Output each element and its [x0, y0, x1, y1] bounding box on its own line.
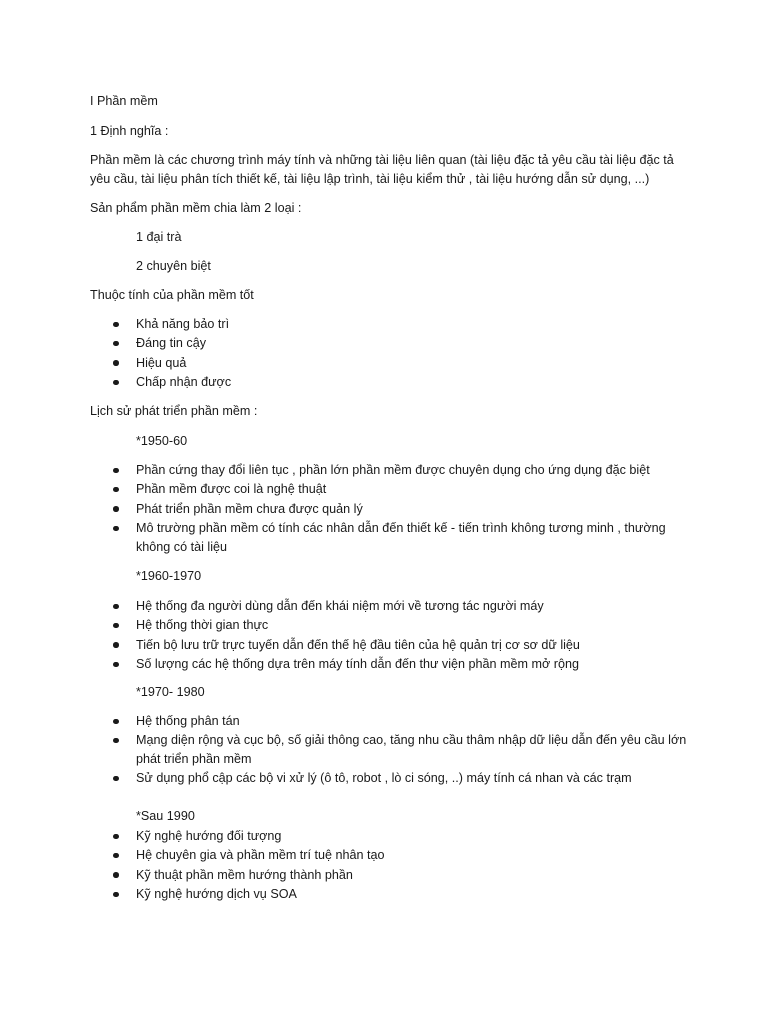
period-1950-list [0, 461, 696, 557]
bullet-icon [113, 341, 119, 347]
types-intro: Sản phẩm phần mềm chia làm 2 loại : [90, 201, 302, 215]
bullet-icon [113, 360, 119, 366]
period-1950-title: *1950-60 [136, 434, 188, 448]
bullet-icon [113, 892, 119, 898]
list-item: Đáng tin cậy [0, 334, 231, 353]
list-item: Hệ chuyên gia và phần mềm trí tuệ nhân tạo [0, 846, 385, 865]
list-item: Hệ thống phân tán [0, 712, 696, 731]
list-item: Mạng diện rộng và cục bộ, số giải thông cao, tăng nhu cầu thâm nhập dữ liệu dẫn đến yêu cầu lớn phát triển phần mềm [0, 731, 696, 769]
list-item: Khả năng bảo trì [0, 315, 231, 334]
list-item: Kỹ nghệ hướng dịch vụ SOA [0, 885, 385, 904]
history-heading: Lịch sử phát triển phần mềm : [90, 404, 258, 418]
list-item: Chấp nhận được [0, 373, 231, 392]
period-1970-title: *1970- 1980 [136, 685, 205, 699]
list-item: Tiến bộ lưu trữ trực tuyến dẫn đến thế hệ đầu tiên của hệ quản trị cơ sơ dữ liệu [0, 636, 580, 655]
bullet-icon [113, 506, 119, 512]
attributes-list [0, 315, 231, 393]
list-item: Hệ thống thời gian thực [0, 616, 580, 635]
bullet-icon [113, 623, 119, 629]
bullet-icon [113, 380, 119, 386]
bullet-icon [113, 468, 119, 474]
bullet-icon [113, 642, 119, 648]
definition-paragraph: Phần mềm là các chương trình máy tính và những tài liệu liên quan (tài liệu đặc tả yêu cầu tài liệu đặc tả yêu cầu, tài liệu phân tích thiết kế, tài liệu lập trình, tài liệu kiểm thử , tài liệu hướng dẫn sử dụng, ...) [90, 153, 674, 186]
list-item: Số lượng các hệ thống dựa trên máy tính dẫn đến thư viện phần mềm mở rộng [0, 655, 580, 674]
bullet-icon [113, 738, 119, 744]
list-item: Phát triển phần mềm chưa được quản lý [0, 500, 696, 519]
bullet-icon [113, 322, 119, 328]
bullet-icon [113, 872, 119, 878]
list-item: Hệ thống đa người dùng dẫn đến khái niệm mới về tương tác người máy [0, 597, 580, 616]
definition-heading: 1 Định nghĩa : [90, 124, 169, 138]
list-item: Mô trường phần mềm có tính các nhân dẫn đến thiết kế - tiến trình không tương minh , thường không có tài liệu [0, 519, 696, 557]
period-1970-list [0, 712, 696, 789]
bullet-icon [113, 487, 119, 493]
bullet-icon [113, 776, 119, 782]
type-item-2: 2 chuyên biệt [136, 259, 211, 273]
bullet-icon [113, 719, 119, 725]
list-item: Hiệu quả [0, 354, 231, 373]
period-1990-title: *Sau 1990 [136, 809, 195, 823]
list-item: Phần cứng thay đổi liên tục , phần lớn phần mềm được chuyên dụng cho ứng dụng đặc biệt [0, 461, 696, 480]
list-item: Kỹ thuật phần mềm hướng thành phần [0, 866, 385, 885]
period-1960-list [0, 597, 580, 675]
period-1990-list [0, 827, 385, 905]
section-heading: I Phần mềm [90, 94, 158, 108]
period-1960-title: *1960-1970 [136, 569, 202, 583]
list-item: Sử dụng phổ cập các bộ vi xử lý (ô tô, robot , lò ci sóng, ..) máy tính cá nhan và các trạm [0, 769, 696, 788]
bullet-icon [113, 853, 119, 859]
bullet-icon [113, 526, 119, 532]
bullet-icon [113, 834, 119, 840]
list-item: Kỹ nghệ hướng đối tượng [0, 827, 385, 846]
type-item-1: 1 đại trà [136, 230, 182, 244]
bullet-icon [113, 662, 119, 668]
bullet-icon [113, 604, 119, 610]
attributes-heading: Thuộc tính của phần mềm tốt [90, 288, 254, 302]
list-item: Phần mềm được coi là nghệ thuật [0, 480, 696, 499]
